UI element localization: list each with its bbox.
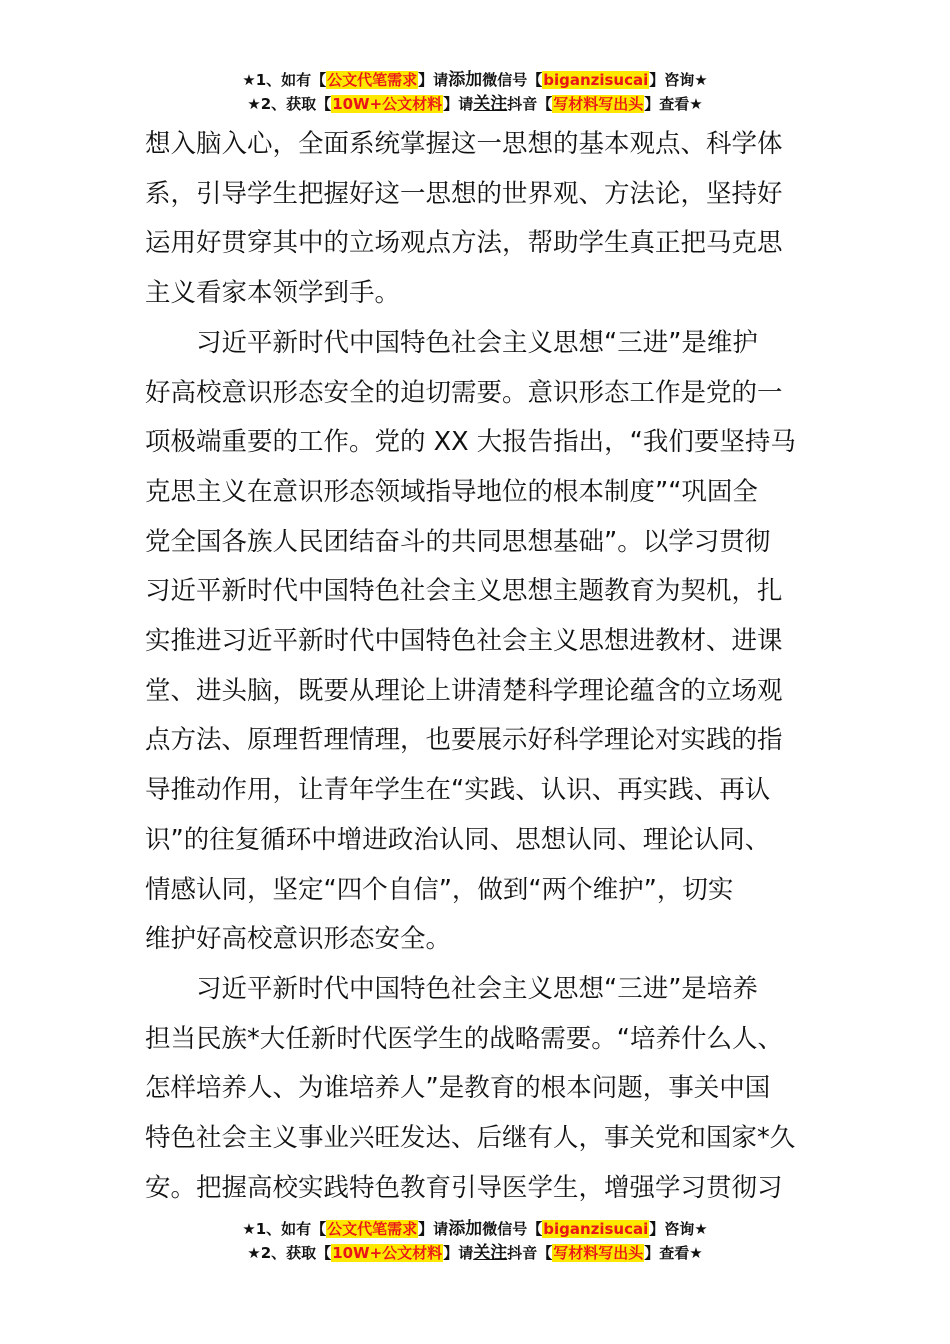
banner-line-1	[0, 1217, 950, 1241]
text-line: 习近平新时代中国特色社会主义思想主题教育为契机，扎	[145, 576, 783, 607]
banner-text: 】咨询★	[649, 1220, 708, 1238]
banner-highlight-materials: 10W+公文材料	[332, 95, 443, 113]
banner-text: ★2、获取【	[247, 95, 332, 113]
text-line: 担当民族*大任新时代医学生的战略需要。“培养什么人、	[145, 1023, 783, 1054]
footer-banner	[0, 1217, 950, 1265]
banner-line-1	[0, 68, 950, 92]
text-line: 克思主义在意识形态领域指导地位的根本制度”“巩固全	[145, 476, 758, 507]
paragraph-2	[145, 319, 805, 965]
banner-text-emphasis: 关注	[473, 94, 508, 114]
banner-highlight-wechat-id: biganzisucai	[543, 71, 649, 89]
banner-text-emphasis: 添加	[448, 70, 483, 90]
banner-text: 抖音【	[507, 1244, 553, 1262]
text-line: 好高校意识形态安全的迫切需要。意识形态工作是党的一	[145, 377, 783, 408]
text-line: 项极端重要的工作。党的 XX 大报告指出，“我们要坚持马	[145, 427, 796, 458]
banner-text: 微信号【	[482, 1220, 543, 1238]
text-line: 系，引导学生把握好这一思想的世界观、方法论，坚持好	[145, 178, 783, 209]
banner-highlight-materials: 10W+公文材料	[332, 1244, 443, 1262]
document-body	[145, 120, 805, 1213]
banner-line-2	[0, 92, 950, 116]
text-line: 想入脑入心，全面系统掌握这一思想的基本观点、科学体	[145, 129, 783, 159]
banner-text: ★1、如有【	[242, 1220, 327, 1238]
text-line: 堂、进头脑，既要从理论上讲清楚科学理论蕴含的立场观	[145, 675, 783, 706]
text-line: 习近平新时代中国特色社会主义思想“三进”是培养	[196, 973, 758, 1004]
text-line: 维护好高校意识形态安全。	[145, 924, 452, 955]
banner-text: ★1、如有【	[242, 71, 327, 89]
text-line: 识”的往复循环中增进政治认同、思想认同、理论认同、	[145, 824, 771, 855]
banner-highlight-account: 写材料写出头	[553, 95, 644, 113]
text-line: 实推进习近平新时代中国特色社会主义思想进教材、进课	[145, 626, 783, 657]
banner-highlight-service: 公文代笔需求	[327, 71, 418, 89]
text-line: 怎样培养人、为谁培养人”是教育的根本问题，事关中国	[145, 1073, 771, 1104]
paragraph-3	[145, 965, 805, 1214]
text-line: 主义看家本领学到手。	[145, 278, 401, 309]
banner-text: 微信号【	[482, 71, 543, 89]
banner-line-2	[0, 1241, 950, 1265]
header-banner	[0, 68, 950, 116]
banner-text: 】咨询★	[649, 71, 708, 89]
text-line: 运用好贯穿其中的立场观点方法，帮助学生真正把马克思	[145, 228, 783, 259]
banner-text: 】请	[418, 1220, 449, 1238]
banner-highlight-account: 写材料写出头	[553, 1244, 644, 1262]
text-line: 情感认同，坚定“四个自信”，做到“两个维护”，切实	[145, 874, 734, 905]
banner-text-emphasis: 关注	[473, 1243, 508, 1263]
paragraph-1	[145, 120, 805, 319]
banner-text: 】查看★	[644, 1244, 703, 1262]
text-line: 点方法、原理哲理情理，也要展示好科学理论对实践的指	[145, 725, 783, 756]
banner-text: 】请	[443, 1244, 474, 1262]
banner-text-emphasis: 添加	[448, 1219, 483, 1239]
text-line: 党全国各族人民团结奋斗的共同思想基础”。以学习贯彻	[145, 526, 771, 557]
text-line: 习近平新时代中国特色社会主义思想“三进”是维护	[196, 327, 758, 358]
banner-text: 抖音【	[507, 95, 553, 113]
banner-text: 】查看★	[644, 95, 703, 113]
banner-highlight-wechat-id: biganzisucai	[543, 1220, 649, 1238]
text-line: 特色社会主义事业兴旺发达、后继有人，事关党和国家*久	[145, 1123, 796, 1154]
banner-text: ★2、获取【	[247, 1244, 332, 1262]
text-line: 安。把握高校实践特色教育引导医学生，增强学习贯彻习	[145, 1172, 783, 1203]
banner-text: 】请	[443, 95, 474, 113]
banner-text: 】请	[418, 71, 449, 89]
banner-highlight-service: 公文代笔需求	[327, 1220, 418, 1238]
text-line: 导推动作用，让青年学生在“实践、认识、再实践、再认	[145, 775, 771, 806]
